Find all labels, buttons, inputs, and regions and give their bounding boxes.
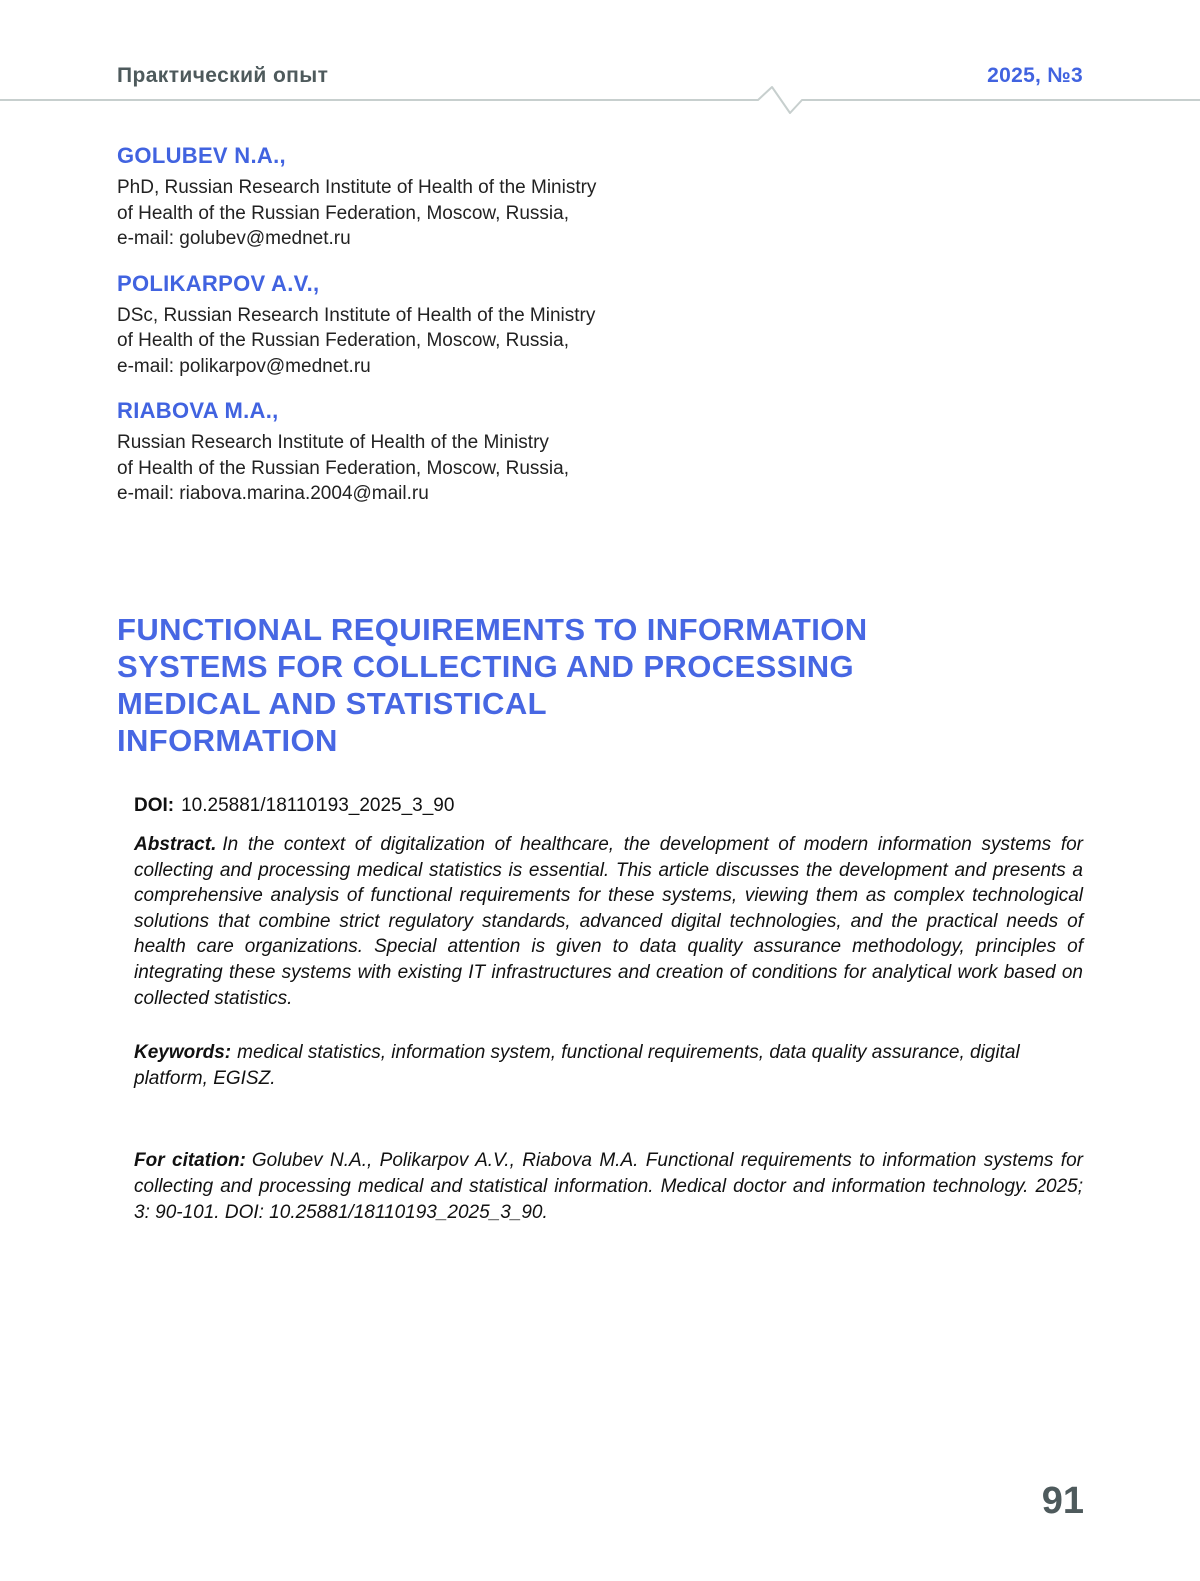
section-label: Практический опыт xyxy=(117,64,329,87)
author-affiliation-line: of Health of the Russian Federation, Moscow, Russia, xyxy=(117,202,570,224)
author-name: GOLUBEV N.A., xyxy=(117,143,286,168)
for-citation xyxy=(134,1148,1083,1226)
author-list xyxy=(117,143,817,526)
keywords-label: Keywords: xyxy=(134,1042,232,1063)
keywords xyxy=(134,1040,1094,1091)
article-title-line: INFORMATION xyxy=(117,723,338,758)
article-title-line: FUNCTIONAL REQUIREMENTS TO INFORMATION xyxy=(117,612,868,647)
author-affiliation-line: of Health of the Russian Federation, Moscow, Russia, xyxy=(117,330,570,351)
author-affiliation-line: DSc, Russian Research Institute of Health of the Ministry xyxy=(117,304,596,326)
author-block xyxy=(117,398,817,507)
author-affiliation-line: of Health of the Russian Federation, Moscow, Russia, xyxy=(117,457,570,479)
author-affiliation-line: Russian Research Institute of Health of the Ministry xyxy=(117,432,549,453)
author-block xyxy=(117,271,817,380)
keywords-text: medical statistics, information system, functional requirements, data quality assurance, digital platform, EGISZ. xyxy=(134,1042,1020,1089)
abstract-text: In the context of digitalization of healthcare, the development of modern information systems for collecting and processing medical statistics is essential. This article discusses the development and presents a comprehensive analysis of functional requirements for these systems, viewing them as complex technological solutions that combine strict regulatory standards, advanced digital technologies, and the practical needs of health care organizations. Special attention is given to data quality assurance methodology, principles of integrating these systems with existing IT infrastructures and creation of conditions for analytical work based on collected statistics. xyxy=(134,834,1083,1009)
page-number: 91 xyxy=(1041,1480,1084,1522)
abstract xyxy=(134,832,1083,1011)
citation-label: For citation: xyxy=(134,1150,246,1171)
author-affiliation-line: PhD, Russian Research Institute of Health of the Ministry xyxy=(117,177,597,198)
heartbeat-divider-line xyxy=(0,84,1200,116)
author-block xyxy=(117,143,817,252)
doi-value: 10.25881/18110193_2025_3_90 xyxy=(181,795,455,816)
author-name: RIABOVA M.A., xyxy=(117,398,279,423)
issue-label: 2025, №3 xyxy=(987,64,1083,87)
author-name: POLIKARPOV A.V., xyxy=(117,270,320,296)
author-email: e-mail: riabova.marina.2004@mail.ru xyxy=(117,483,429,504)
article-title xyxy=(117,611,1077,759)
article-title-line: MEDICAL AND STATISTICAL xyxy=(117,686,547,721)
citation-text: Golubev N.A., Polikarpov A.V., Riabova M.A. Functional requirements to information systems for collecting and processing medical and statistical information. Medical doctor and information technology. 2025; 3: 90-101. DOI: 10.25881/18110193_2025_3_90. xyxy=(134,1150,1083,1223)
doi-line xyxy=(134,795,454,817)
abstract-label: Abstract. xyxy=(134,834,217,855)
doi-label: DOI: xyxy=(134,795,175,816)
article-title-line: SYSTEMS FOR COLLECTING AND PROCESSING xyxy=(117,649,855,684)
author-email: e-mail: polikarpov@mednet.ru xyxy=(117,355,371,377)
author-email: e-mail: golubev@mednet.ru xyxy=(117,228,351,249)
